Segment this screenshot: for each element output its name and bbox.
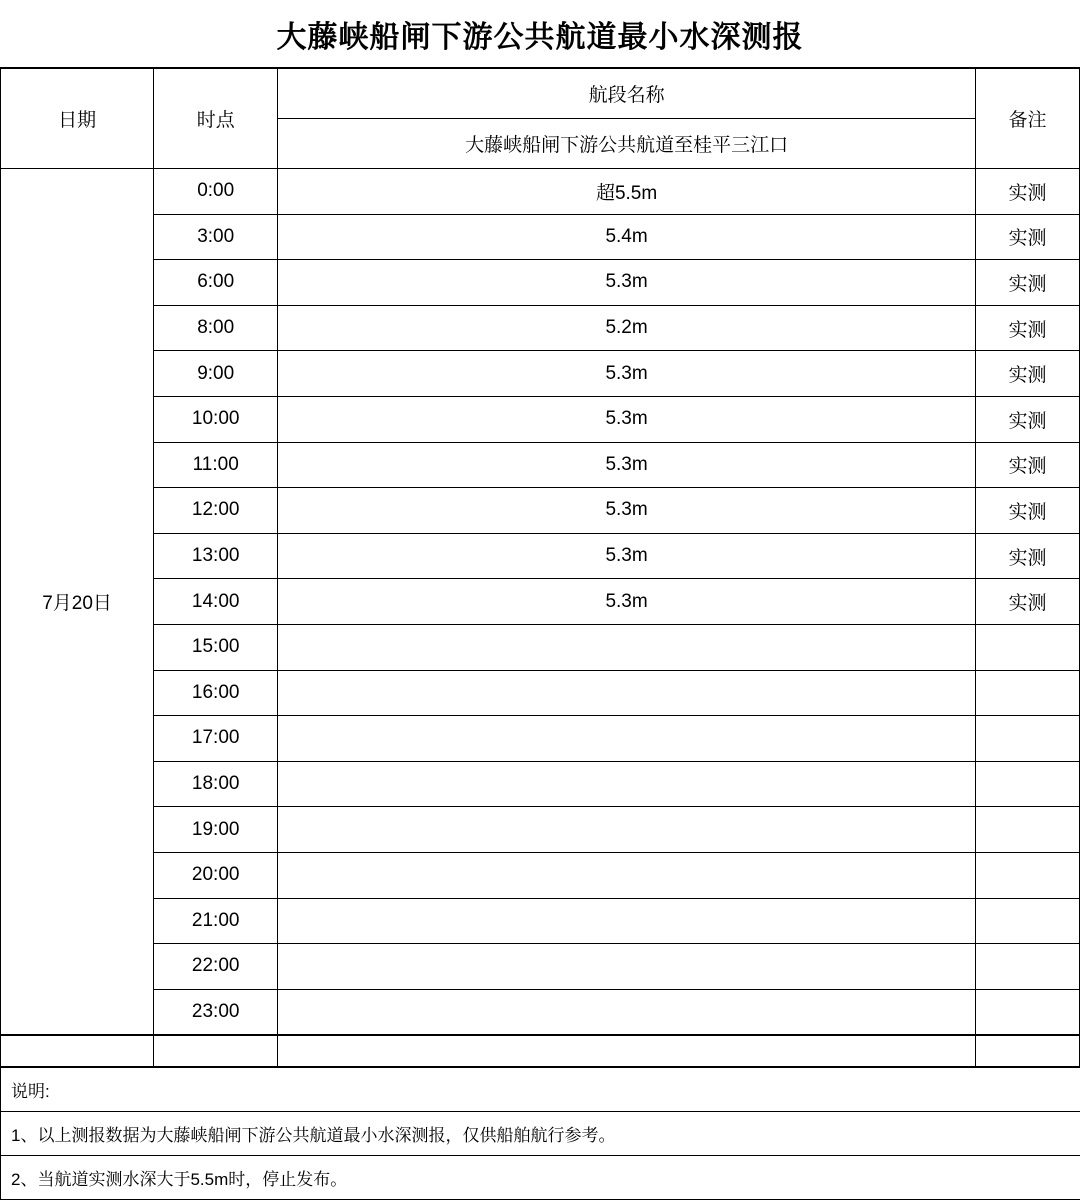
table-header-row [1, 69, 1080, 119]
note-row [1, 1156, 1080, 1200]
cell-time: 8:00 [154, 305, 278, 351]
cell-depth: 5.4m [278, 214, 976, 260]
table-row [1, 533, 1080, 579]
cell-time: 17:00 [154, 716, 278, 762]
cell-remark [975, 852, 1079, 898]
cell-time: 19:00 [154, 807, 278, 853]
cell-time: 15:00 [154, 624, 278, 670]
cell-remark: 实测 [975, 351, 1079, 397]
cell-depth: 5.3m [278, 396, 976, 442]
header-route-name: 大藤峡船闸下游公共航道至桂平三江口 [278, 119, 976, 169]
note-row [1, 1112, 1080, 1156]
cell-depth [278, 852, 976, 898]
cell-time: 6:00 [154, 260, 278, 306]
cell-time: 9:00 [154, 351, 278, 397]
table-row [1, 670, 1080, 716]
cell-time: 14:00 [154, 579, 278, 625]
cell-depth: 5.2m [278, 305, 976, 351]
cell-depth: 超5.5m [278, 169, 976, 215]
cell-time: 16:00 [154, 670, 278, 716]
table-row [1, 305, 1080, 351]
cell-depth: 5.3m [278, 533, 976, 579]
header-route-group: 航段名称 [278, 69, 976, 119]
spacer-cell-4 [975, 1036, 1079, 1067]
cell-depth [278, 898, 976, 944]
cell-remark [975, 670, 1079, 716]
cell-remark [975, 807, 1079, 853]
cell-remark [975, 898, 1079, 944]
cell-remark: 实测 [975, 396, 1079, 442]
table-row [1, 351, 1080, 397]
cell-remark: 实测 [975, 488, 1079, 534]
cell-remark: 实测 [975, 260, 1079, 306]
table-row [1, 488, 1080, 534]
cell-depth [278, 944, 976, 990]
cell-remark [975, 761, 1079, 807]
header-remark: 备注 [975, 69, 1079, 169]
note-text: 1、以上测报数据为大藤峡船闸下游公共航道最小水深测报，仅供船舶航行参考。 [1, 1112, 1080, 1156]
table-row [1, 944, 1080, 990]
cell-depth [278, 670, 976, 716]
cell-time: 13:00 [154, 533, 278, 579]
page-title: 大藤峡船闸下游公共航道最小水深测报 [276, 20, 804, 54]
table-row [1, 807, 1080, 853]
table-row [1, 761, 1080, 807]
cell-depth [278, 716, 976, 762]
spacer-cell-3 [278, 1036, 976, 1067]
header-time: 时点 [154, 69, 278, 169]
spacer-cell-1 [1, 1036, 154, 1067]
table-row [1, 898, 1080, 944]
cell-remark [975, 989, 1079, 1035]
table-row [1, 989, 1080, 1035]
cell-remark: 实测 [975, 169, 1079, 215]
cell-depth [278, 807, 976, 853]
cell-depth: 5.3m [278, 351, 976, 397]
table-row [1, 716, 1080, 762]
cell-time: 18:00 [154, 761, 278, 807]
cell-time: 11:00 [154, 442, 278, 488]
cell-depth: 5.3m [278, 442, 976, 488]
cell-remark: 实测 [975, 442, 1079, 488]
cell-time: 23:00 [154, 989, 278, 1035]
spacer-table [0, 1035, 1080, 1067]
notes-table [0, 1067, 1080, 1200]
cell-remark: 实测 [975, 579, 1079, 625]
table-row [1, 442, 1080, 488]
spacer-row [1, 1036, 1080, 1067]
cell-time: 21:00 [154, 898, 278, 944]
cell-time: 20:00 [154, 852, 278, 898]
notes-heading-row [1, 1068, 1080, 1112]
cell-depth: 5.3m [278, 488, 976, 534]
note-text: 2、当航道实测水深大于5.5m时，停止发布。 [1, 1156, 1080, 1200]
cell-depth [278, 624, 976, 670]
cell-depth: 5.3m [278, 579, 976, 625]
cell-time: 3:00 [154, 214, 278, 260]
cell-time: 0:00 [154, 169, 278, 215]
cell-depth [278, 761, 976, 807]
table-row [1, 852, 1080, 898]
cell-time: 12:00 [154, 488, 278, 534]
water-depth-table [0, 68, 1080, 1035]
cell-remark: 实测 [975, 214, 1079, 260]
spacer-cell-2 [154, 1036, 278, 1067]
cell-time: 10:00 [154, 396, 278, 442]
notes-heading: 说明: [1, 1068, 1080, 1112]
cell-remark [975, 624, 1079, 670]
report-title-row [0, 0, 1080, 68]
cell-remark: 实测 [975, 533, 1079, 579]
header-date: 日期 [1, 69, 154, 169]
cell-date: 7月20日 [1, 169, 154, 1035]
cell-remark [975, 944, 1079, 990]
table-row [1, 624, 1080, 670]
table-row [1, 396, 1080, 442]
table-row [1, 214, 1080, 260]
table-row [1, 579, 1080, 625]
table-row [1, 169, 1080, 215]
cell-depth: 5.3m [278, 260, 976, 306]
cell-depth [278, 989, 976, 1035]
table-row [1, 260, 1080, 306]
cell-time: 22:00 [154, 944, 278, 990]
cell-remark [975, 716, 1079, 762]
cell-remark: 实测 [975, 305, 1079, 351]
